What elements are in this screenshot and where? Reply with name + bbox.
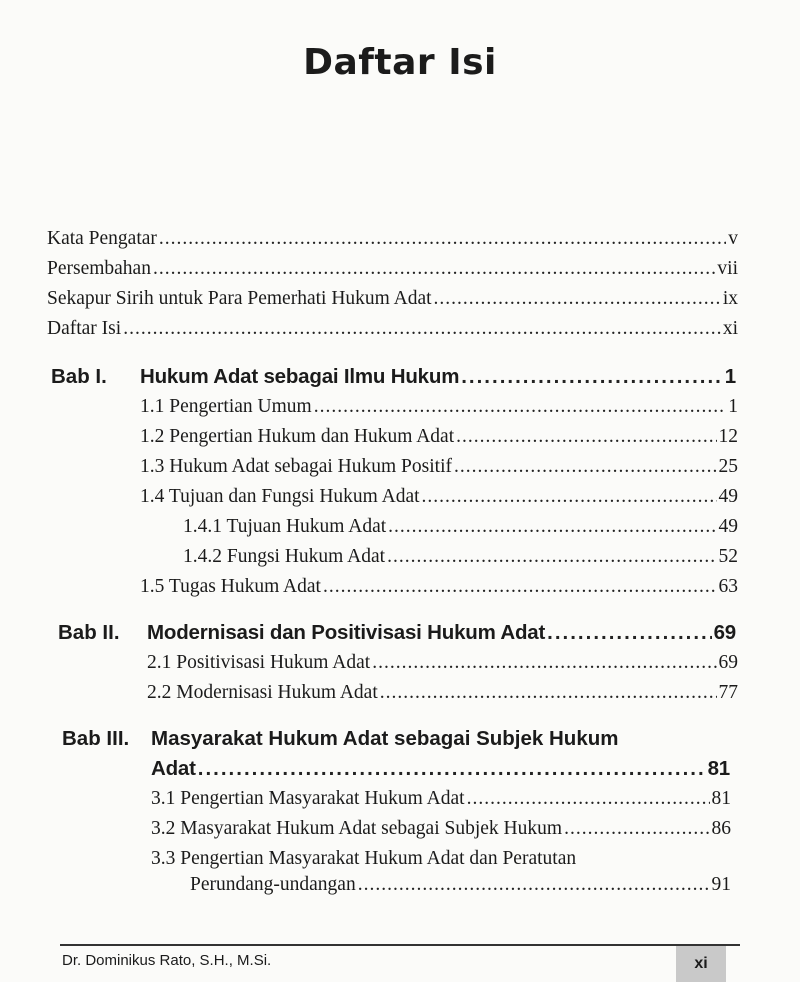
- page-title: Daftar Isi: [303, 42, 497, 83]
- section-label: 1.1 Pengertian Umum: [140, 396, 312, 417]
- dot-leader: [380, 680, 717, 706]
- toc-section[interactable]: [140, 394, 738, 420]
- section-page: 49: [718, 486, 738, 507]
- toc-entry-page: vii: [717, 258, 738, 279]
- dot-leader: [564, 816, 709, 842]
- toc-entry-label: Sekapur Sirih untuk Para Pemerhati Hukum Adat: [47, 288, 432, 309]
- section-page: 77: [718, 682, 738, 703]
- section-page: 91: [711, 874, 731, 895]
- dot-leader: [387, 544, 716, 570]
- toc-entry-page: ix: [722, 288, 738, 309]
- section-label: 1.3 Hukum Adat sebagai Hukum Positif: [140, 456, 452, 477]
- chapter-number: Bab III.: [62, 727, 130, 750]
- section-label: 3.2 Masyarakat Hukum Adat sebagai Subjek Hukum: [151, 818, 563, 839]
- toc-section[interactable]: [140, 424, 738, 450]
- chapter-title-continued: Adat: [151, 757, 196, 780]
- section-label: 1.4 Tujuan dan Fungsi Hukum Adat: [140, 486, 420, 507]
- toc-section[interactable]: [140, 454, 738, 480]
- toc-entry-label: Persembahan: [47, 258, 151, 279]
- toc-subsection[interactable]: [183, 514, 738, 540]
- toc-entry-page: v: [728, 228, 738, 249]
- toc-section[interactable]: [140, 484, 738, 510]
- section-label: 3.3 Pengertian Masyarakat Hukum Adat dan Peratutan: [151, 848, 577, 869]
- section-label: 1.4.2 Fungsi Hukum Adat: [183, 546, 386, 567]
- dot-leader: [323, 574, 717, 600]
- dot-leader: [467, 786, 710, 812]
- dot-leader: [461, 364, 723, 390]
- dot-leader: [422, 484, 717, 510]
- footer-page-number: xi: [676, 946, 726, 982]
- chapter-title: Masyarakat Hukum Adat sebagai Subjek Hukum: [151, 727, 619, 750]
- section-page: 12: [718, 426, 738, 447]
- toc-entry-label: Daftar Isi: [47, 318, 122, 339]
- toc-entry-sekapur-sirih[interactable]: [47, 286, 738, 312]
- toc-chapter-2[interactable]: [147, 620, 736, 646]
- dot-leader: [358, 872, 710, 898]
- toc-section[interactable]: [147, 650, 738, 676]
- section-page: 52: [718, 546, 738, 567]
- toc-section[interactable]: [151, 786, 731, 812]
- section-page: 69: [718, 652, 738, 673]
- section-label: 1.5 Tugas Hukum Adat: [140, 576, 321, 597]
- footer-divider: [60, 944, 740, 946]
- section-label: 3.1 Pengertian Masyarakat Hukum Adat: [151, 788, 465, 809]
- toc-section[interactable]: [140, 574, 738, 600]
- toc-entry-page: xi: [722, 318, 738, 339]
- toc-chapter-1[interactable]: [140, 364, 736, 390]
- dot-leader: [547, 620, 711, 646]
- section-label: 2.1 Positivisasi Hukum Adat: [147, 652, 371, 673]
- dot-leader: [388, 514, 716, 540]
- chapter-number: Bab II.: [58, 621, 120, 644]
- dot-leader: [123, 316, 721, 342]
- toc-entry-daftar-isi[interactable]: [47, 316, 738, 342]
- chapter-page: 1: [724, 365, 736, 388]
- dot-leader: [434, 286, 721, 312]
- dot-leader: [153, 256, 715, 282]
- toc-chapter-3[interactable]: [151, 756, 730, 782]
- dot-leader: [456, 424, 716, 450]
- section-label: 1.4.1 Tujuan Hukum Adat: [183, 516, 387, 537]
- footer-author: Dr. Dominikus Rato, S.H., M.Si.: [62, 952, 272, 969]
- toc-entry-persembahan[interactable]: [47, 256, 738, 282]
- toc-entry-kata-pengatar[interactable]: [47, 226, 738, 252]
- dot-leader: [372, 650, 716, 676]
- dot-leader: [198, 756, 706, 782]
- chapter-page: 69: [713, 621, 736, 644]
- section-page: 63: [718, 576, 738, 597]
- section-page: 86: [711, 818, 731, 839]
- dot-leader: [314, 394, 727, 420]
- section-page: 81: [711, 788, 731, 809]
- dot-leader: [159, 226, 726, 252]
- section-page: 49: [718, 516, 738, 537]
- section-label: 2.2 Modernisasi Hukum Adat: [147, 682, 378, 703]
- section-page: 25: [718, 456, 738, 477]
- toc-subsection[interactable]: [183, 544, 738, 570]
- section-label-continued: Perundang-undangan: [190, 874, 356, 895]
- toc-section[interactable]: [190, 872, 731, 898]
- dot-leader: [454, 454, 717, 480]
- toc-entry-label: Kata Pengatar: [47, 228, 157, 249]
- chapter-page: 81: [707, 757, 730, 780]
- toc-section[interactable]: [151, 816, 731, 842]
- section-page: 1: [728, 396, 738, 417]
- chapter-title: Modernisasi dan Positivisasi Hukum Adat: [147, 621, 546, 644]
- section-label: 1.2 Pengertian Hukum dan Hukum Adat: [140, 426, 455, 447]
- toc-section[interactable]: [147, 680, 738, 706]
- chapter-number: Bab I.: [51, 365, 107, 388]
- chapter-title: Hukum Adat sebagai Ilmu Hukum: [140, 365, 460, 388]
